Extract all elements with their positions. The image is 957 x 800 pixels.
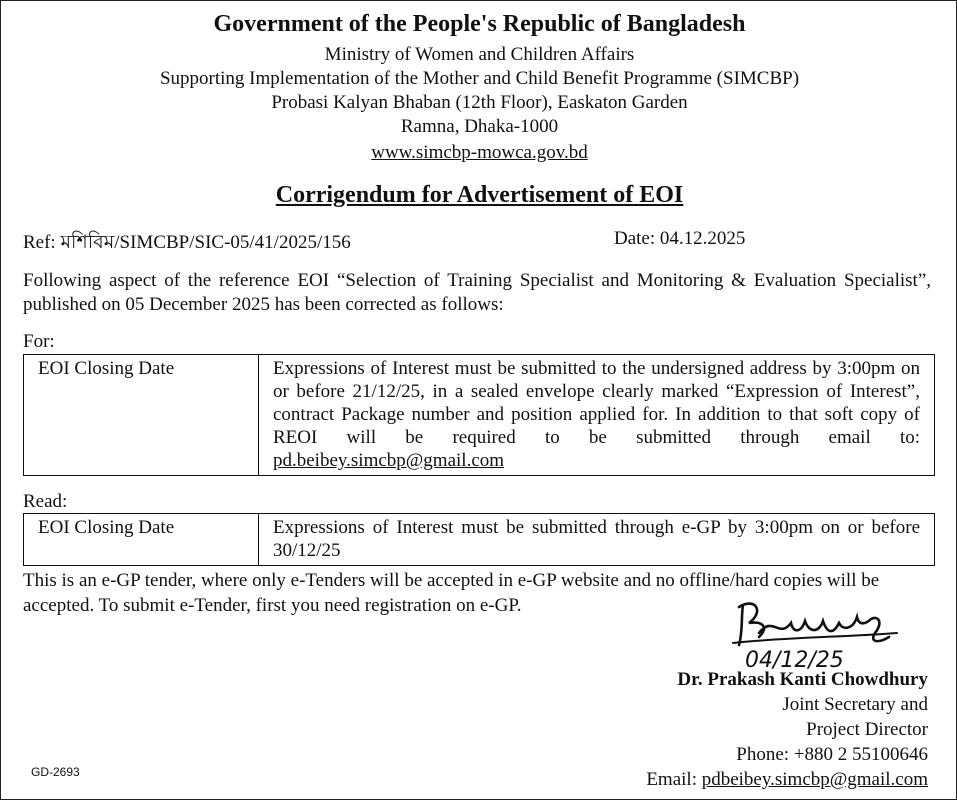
email-label: Email: [646, 769, 702, 790]
signatory-title-1: Joint Secretary and [782, 694, 928, 715]
signature-image [729, 593, 899, 675]
table-row [24, 514, 935, 566]
for-value-text: Expressions of Interest must be submitted to the undersigned address by 3:00pm on or before 21/12/25, in a sealed envelope clearly marked “Expression of Interest”, contract Package number and position applied for. In addition to that soft copy of REOI will be required to be submitted through email to: [273, 358, 920, 448]
for-table [23, 354, 935, 476]
signatory-email [646, 768, 928, 792]
project-name: Supporting Implementation of the Mother and Child Benefit Programme (SIMCBP) [159, 68, 800, 89]
read-value: Expressions of Interest must be submitted through e-GP by 3:00pm on or before 30/12/25 [259, 514, 935, 566]
address-line-2: Ramna, Dhaka-1000 [400, 116, 559, 137]
ministry-name: Ministry of Women and Children Affairs [324, 44, 635, 65]
gd-code: GD-2693 [31, 765, 80, 779]
website-link[interactable]: www.simcbp-mowca.gov.bd [371, 142, 588, 163]
signatory-phone: Phone: +880 2 55100646 [736, 744, 928, 765]
signature-date: 04/12/25 [745, 648, 844, 673]
signatory-title-2: Project Director [806, 719, 928, 740]
notice-title: Corrigendum for Advertisement of EOI [275, 182, 684, 208]
egp-note: This is an e-GP tender, where only e-Tenders will be accepted in e-GP website and no offline/hard copies will be accepted. To submit e-Tender, first you need registration on e-GP. [23, 570, 880, 616]
read-table [23, 513, 935, 566]
reference-number: Ref: মশিবিম/SIMCBP/SIC-05/41/2025/156 [23, 232, 351, 253]
read-label: Read: [23, 491, 68, 512]
intro-paragraph: Following aspect of the reference EOI “Selection of Training Specialist and Monitoring & Evaluation Specialist”, published on 05 December 2025 has been corrected as follows: [23, 270, 931, 315]
address-line-1: Probasi Kalyan Bhaban (12th Floor), Easkaton Garden [271, 92, 688, 113]
table-row [24, 355, 935, 476]
government-title: Government of the People's Republic of Bangladesh [213, 11, 746, 37]
for-key: EOI Closing Date [24, 355, 259, 476]
notice-date: Date: 04.12.2025 [614, 228, 746, 249]
read-key: EOI Closing Date [24, 514, 259, 566]
signatory-email-link[interactable]: pdbeibey.simcbp@gmail.com [701, 769, 928, 790]
for-value [259, 355, 935, 476]
for-email-link[interactable]: pd.beibey.simcbp@gmail.com [273, 450, 505, 471]
for-label: For: [23, 331, 55, 352]
signatory-name: Dr. Prakash Kanti Chowdhury [677, 669, 928, 690]
